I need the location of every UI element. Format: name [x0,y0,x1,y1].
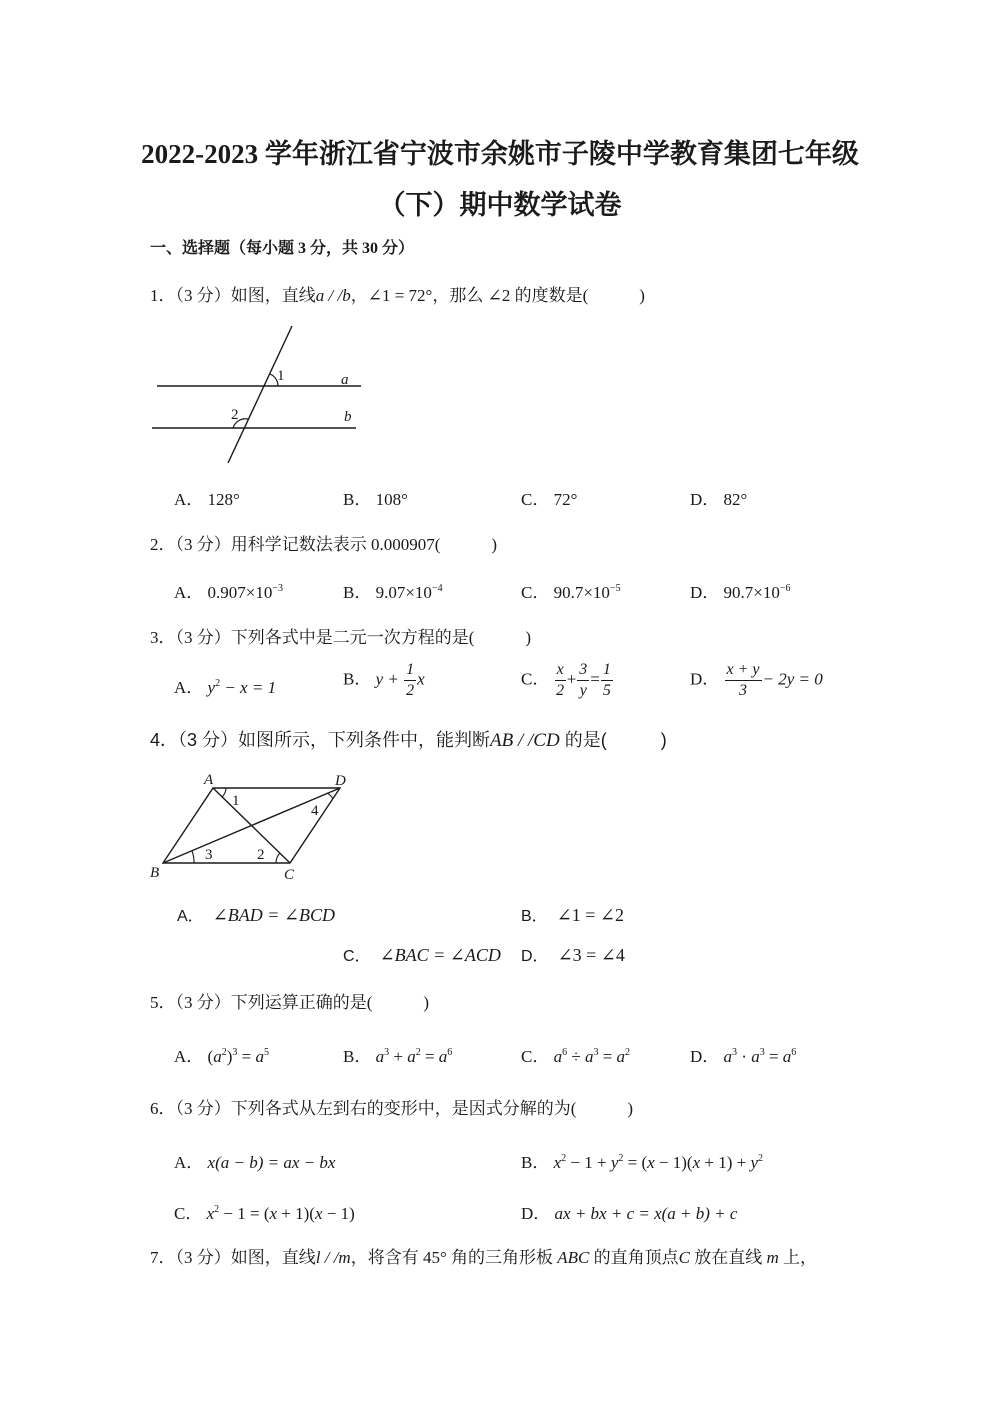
q3-option-d[interactable]: D． $\frac{x + y}{3}$ − 2y = 0 [690,661,823,699]
diagonal-bd [163,788,340,863]
q1-option-c[interactable]: C． 72° [521,490,578,509]
q6-option-d[interactable]: D． ax + bx + c = x(a + b) + c [521,1204,738,1223]
angle-4-label: 4 [311,803,319,819]
angle-1-label: 1 [232,793,240,809]
question-4-stem: 4．（3 分）如图所示，下列条件中，能判断AB / /CD 的是( ) [150,730,667,751]
q1-sep: ， [350,286,368,305]
q2-option-c[interactable]: C． $90.7\times 10^{-5}$ [521,583,621,602]
angle-1-arc [222,788,226,797]
angle-3-arc [192,851,194,863]
q4-figure [140,765,370,885]
q5-option-a[interactable]: A． $(a^2)^3 = a^5$ [174,1047,269,1066]
vertex-a-label: A [204,772,214,788]
q6-option-b[interactable]: B． $x^2 - 1 + y^2 = (x - 1)(x + 1) + y^2$ [521,1153,764,1172]
angle-3-label: 3 [205,847,213,863]
q1-option-b[interactable]: B． 108° [343,490,408,509]
q3-option-c[interactable]: C． $\frac{x}{2}$ + $\frac{3}{y}$ = $\frac{1}{5}$ [521,661,611,699]
q3-option-a[interactable]: A． $y^2 - x = 1$ [174,678,277,697]
q4-option-c[interactable]: C． ∠BAC = ∠ACD [343,945,501,965]
q5-option-b[interactable]: B． $a^3 + a^2 = a^6$ [343,1047,453,1066]
transversal [228,326,292,463]
q4-option-b[interactable]: B． ∠1 = ∠2 [521,905,625,925]
vertex-d-label: D [335,773,346,789]
q1-option-d[interactable]: D． 82° [690,490,748,509]
q2-option-a[interactable]: A． $0.907\times 10^{-3}$ [174,583,284,602]
q1-figure [140,320,380,470]
exam-title-line1: 2022-2023 学年浙江省宁波市余姚市子陵中学教育集团七年级 [141,139,859,169]
q1-option-a[interactable]: A． 128° [174,490,240,509]
q1-angle: ∠1 = 72° [367,286,433,305]
q6-option-a[interactable]: A． x(a − b) = ax − bx [174,1153,336,1172]
angle-2-label: 2 [257,847,265,863]
exam-title-line2: （下）期中数学试卷 [378,190,622,220]
q5-option-c[interactable]: C． $a^6 \div a^3 = a^2$ [521,1047,631,1066]
q2-option-b[interactable]: B． $9.07\times 10^{-4}$ [343,583,443,602]
question-2-stem: 2．（3 分）用科学记数法表示 0.000907( ) [150,535,498,554]
q1-prefix: 1．（3 分）如图，直线 [150,286,316,305]
question-5-stem: 5．（3 分）下列运算正确的是( ) [150,993,430,1012]
section-heading: 一、选择题（每小题 3 分，共 30 分） [150,240,415,257]
q6-option-c[interactable]: C． $x^2 - 1 = (x + 1)(x - 1)$ [174,1204,355,1223]
angle-1-label: 1 [277,368,285,384]
line-a-label: a [341,372,349,388]
q5-option-d[interactable]: D． $a^3 \cdot a^3 = a^6$ [690,1047,797,1066]
vertex-c-label: C [284,867,295,883]
line-b-label: b [344,409,352,425]
q3-option-b[interactable]: B． y + $\frac{1}{2}$ x [343,661,425,699]
question-6-stem: 6．（3 分）下列各式从左到右的变形中，是因式分解的为( ) [150,1099,634,1118]
q4-option-a[interactable]: A． ∠BAD = ∠BCD [177,905,335,925]
angle-4-arc [327,793,333,799]
q4-option-d[interactable]: D． ∠3 = ∠4 [521,945,625,965]
q1-condition: a / /b [315,286,351,305]
q1-suffix: ，那么 ∠2 的度数是( ) [432,286,645,305]
question-1-stem [150,281,645,306]
question-7-stem: 7．（3 分）如图，直线l / /m，将含有 45° 角的三角形板 ABC 的直角顶点C 放在直线 m 上， [150,1248,817,1267]
vertex-b-label: B [150,865,160,881]
q2-option-d[interactable]: D． $90.7\times 10^{-6}$ [690,583,791,602]
question-3-stem: 3．（3 分）下列各式中是二元一次方程的是( ) [150,628,532,647]
angle-2-label: 2 [231,407,239,423]
angle-2-arc [276,853,280,863]
